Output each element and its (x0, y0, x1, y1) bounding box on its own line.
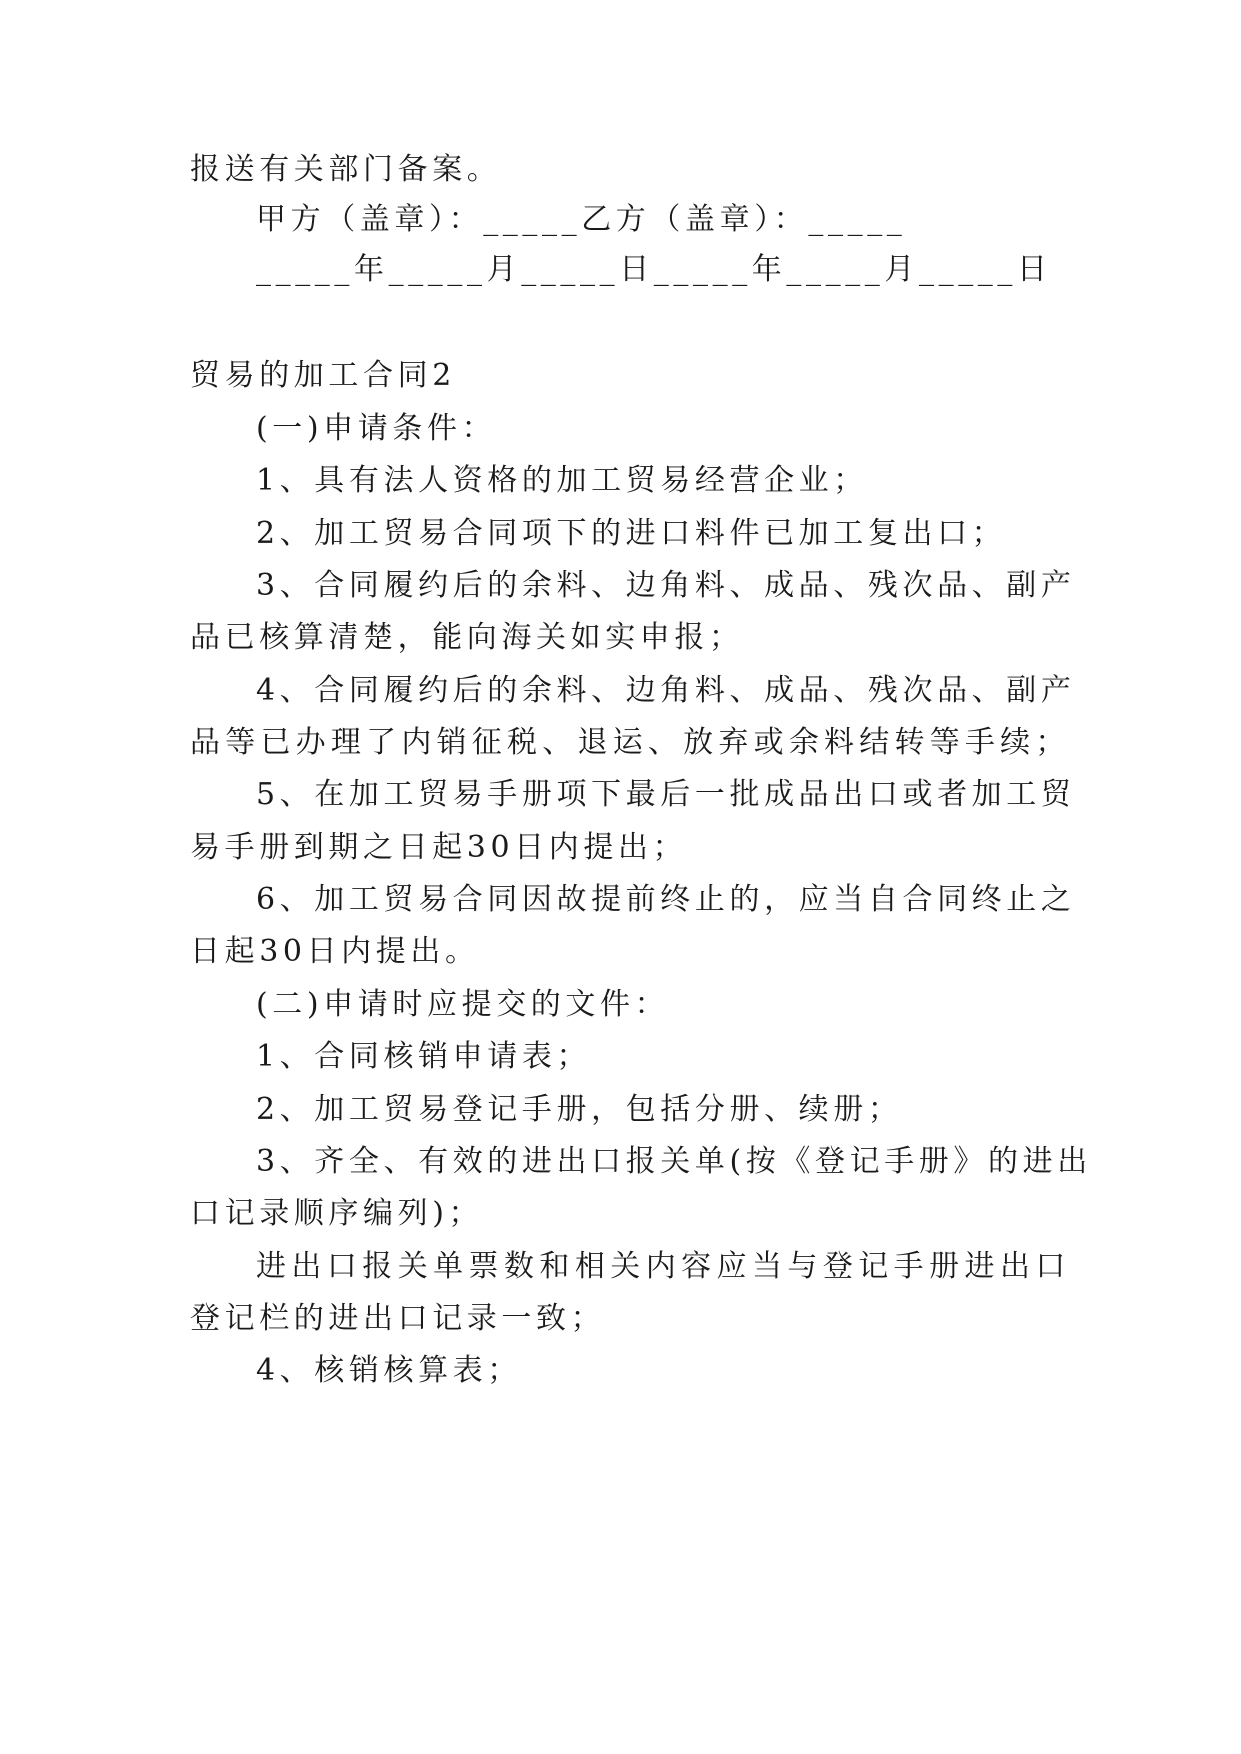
list-item: 6、加工贸易合同因故提前终止的，应当自合同终止之 (256, 882, 1076, 917)
date-line: _____年_____月_____日_____年_____月_____日 (256, 252, 1052, 287)
paragraph-line: 登记栏的进出口记录一致； (190, 1301, 606, 1336)
paragraph-line: 进出口报关单票数和相关内容应当与登记手册进出口 (256, 1249, 1070, 1284)
list-item-continuation: 日起30日内提出。 (190, 934, 480, 969)
list-item: 4、合同履约后的余料、边角料、成品、残次品、副产 (256, 673, 1076, 708)
list-item: 1、具有法人资格的加工贸易经营企业； (256, 463, 868, 498)
list-item-continuation: 口记录顺序编列)； (190, 1196, 484, 1231)
list-item: 2、加工贸易合同项下的进口料件已加工复出口； (256, 516, 1007, 551)
list-item-continuation: 品已核算清楚，能向海关如实申报； (190, 620, 744, 655)
list-item: 1、合同核销申请表； (256, 1039, 592, 1074)
subheading: (一)申请条件： (256, 411, 497, 446)
list-item-continuation: 品等已办理了内销征税、退运、放弃或余料结转等手续； (190, 725, 1070, 760)
section-title: 贸易的加工合同2 (190, 358, 456, 393)
list-item: 5、在加工贸易手册项下最后一批成品出口或者加工贸 (256, 777, 1076, 812)
list-item: 3、合同履约后的余料、边角料、成品、残次品、副产 (256, 568, 1076, 603)
subheading: (二)申请时应提交的文件： (256, 987, 670, 1022)
paragraph-line: 报送有关部门备案。 (190, 152, 502, 187)
list-item: 3、齐全、有效的进出口报关单(按《登记手册》的进出 (256, 1144, 1092, 1179)
list-item: 2、加工贸易登记手册，包括分册、续册； (256, 1092, 903, 1127)
list-item: 4、核销核算表； (256, 1353, 522, 1388)
signature-line: 甲方（盖章）：_____乙方（盖章）：_____ (256, 202, 907, 237)
list-item-continuation: 易手册到期之日起30日内提出； (190, 830, 688, 865)
